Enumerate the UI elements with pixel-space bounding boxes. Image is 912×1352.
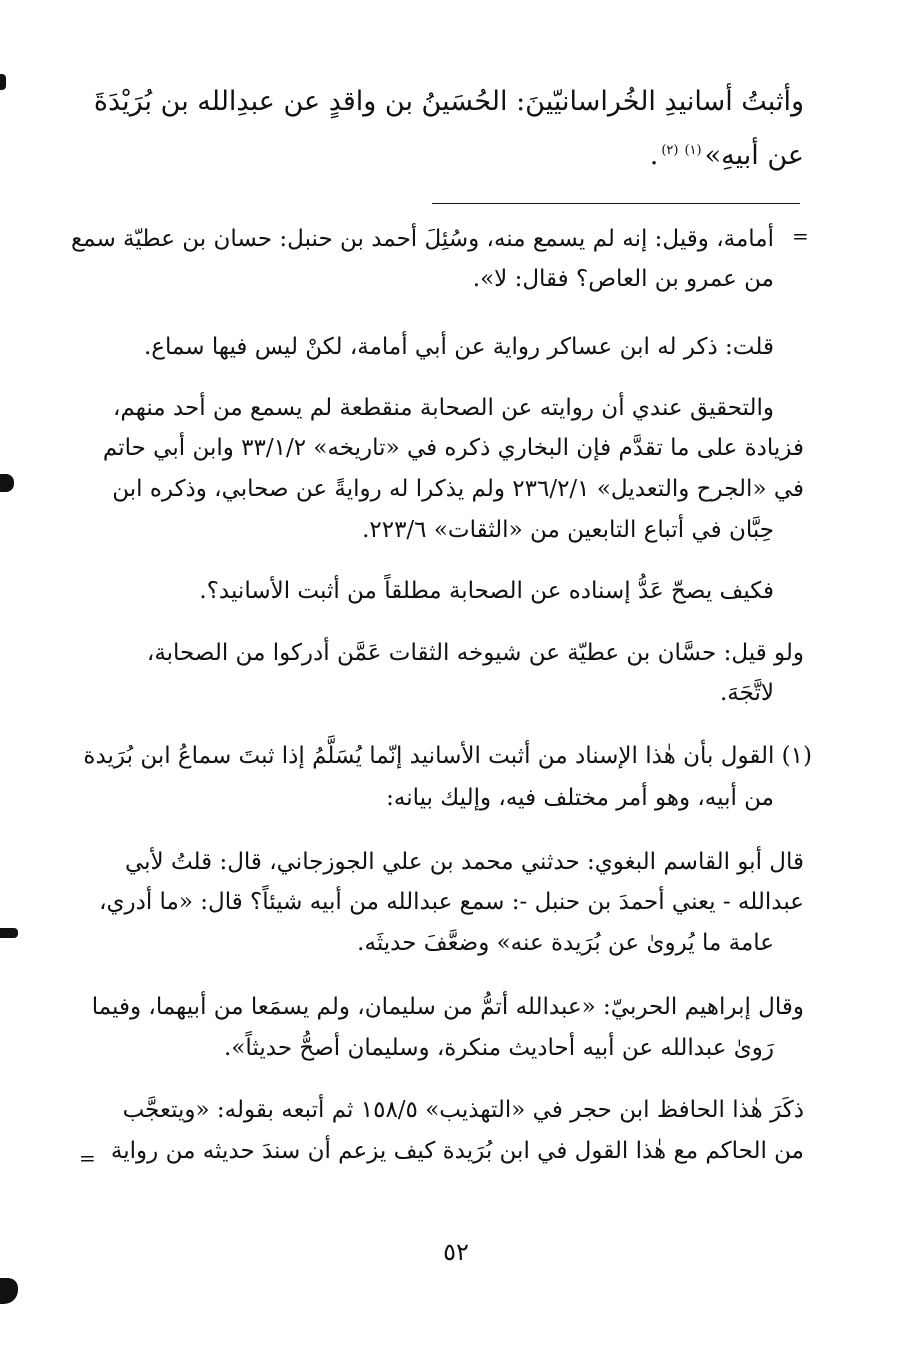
footnote-line: لاتَّجَهَ. — [719, 680, 774, 706]
footnote-1-line: قال أبو القاسم البغوي: حدثني محمد بن علي الجوزجاني، قال: قلتُ لأبي — [124, 849, 804, 875]
footnote-separator — [432, 203, 800, 204]
footnote-line: ولو قيل: حسَّان بن عطيّة عن شيوخه الثقات عَمَّن أدركوا من الصحابة، — [146, 640, 804, 666]
scan-blot — [0, 74, 6, 90]
footnote-line: فزيادة على ما تقدَّم فإن البخاري ذكره في «تاريخه» ٣٣/١/٢ وابن أبي حاتم — [102, 435, 804, 461]
scan-blot — [0, 1278, 18, 1304]
main-text-line-2-text: عن أبيهِ» — [704, 140, 804, 171]
footnote-line: قلت: ذكر له ابن عساكر رواية عن أبي أمامة، لكنْ ليس فيها سماع. — [143, 334, 774, 360]
footnote-1-line: عامة ما يُروىٰ عن بُرَيدة عنه» وضعَّفَ حديثَه. — [357, 930, 774, 956]
footnote-1-line: وقال إبراهيم الحربيّ: «عبدالله أتمُّ من سليمان، ولم يسمَعا من أبيهما، وفيما — [91, 994, 804, 1020]
footnote-1-line: (١) القول بأن هٰذا الإسناد من أثبت الأسانيد إنّما يُسَلَّمُ إذا ثبتَ سماعُ ابن بُرَيدة — [83, 743, 812, 769]
main-text-line-1: وأثبتُ أسانيدِ الخُراسانيّينَ: الحُسَينُ بن واقدٍ عن عبدِالله بن بُرَيْدَةَ — [93, 86, 804, 117]
main-text-line-2-end: . — [649, 140, 659, 171]
footnote-line: من عمرو بن العاص؟ فقال: لا». — [472, 266, 774, 292]
footnote-line: حِبَّان في أتباع التابعين من «الثقات» ٢٢٣/٦. — [362, 517, 774, 543]
footnote-line: في «الجرح والتعديل» ٢٣٦/٢/١ ولم يذكرا له روايةً عن صحابي، وذكره ابن — [112, 476, 804, 502]
footnote-line: والتحقيق عندي أن روايته عن الصحابة منقطعة لم يسمع من أحد منهم، — [113, 395, 774, 421]
footnote-1-line: رَوىٰ عبدالله عن أبيه أحاديث منكرة، وسليمان أصحُّ حديثاً». — [224, 1035, 774, 1061]
footnote-ref-1: (١) — [684, 143, 702, 158]
continuation-mark-bottom: = — [79, 1146, 96, 1170]
continuation-mark-top: = — [792, 224, 809, 248]
footnote-1-line: عبدالله - يعني أحمدَ بن حنبل -: سمع عبدالله من أبيه شيئاً؟ قال: «ما أدري، — [99, 889, 804, 915]
footnote-1-line: من الحاكم مع هٰذا القول في ابن بُرَيدة كيف يزعم أن سندَ حديثه من رواية — [110, 1138, 804, 1164]
footnote-1-line: من أبيه، وهو أمر مختلف فيه، وإليك بيانه: — [386, 785, 774, 811]
scan-blot — [0, 928, 18, 938]
footnote-ref-2: (٢) — [661, 143, 679, 158]
page-number: ٥٢ — [443, 1238, 469, 1266]
footnote-line: فكيف يصحّ عَدُّ إسناده عن الصحابة مطلقاً من أثبت الأسانيد؟. — [199, 578, 774, 604]
footnote-1-line: ذكَرَ هٰذا الحافظ ابن حجر في «التهذيب» ١٥٨/٥ ثم أتبعه بقوله: «ويتعجَّب — [122, 1097, 804, 1123]
scan-blot — [0, 474, 14, 492]
main-text-line-2 — [404, 142, 804, 169]
footnote-line: أمامة، وقيل: إنه لم يسمع منه، وسُئِلَ أحمد بن حنبل: حسان بن عطيّة سمع — [70, 226, 774, 252]
